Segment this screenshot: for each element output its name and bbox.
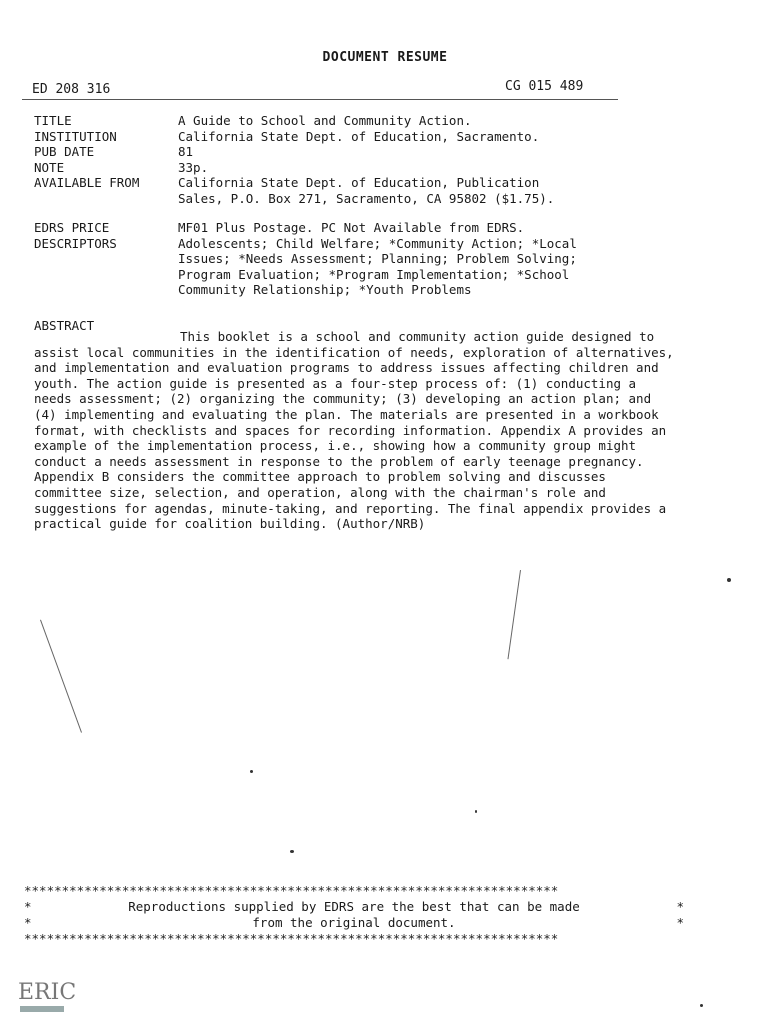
- scan-scratch: [40, 620, 82, 733]
- ed-number: ED 208 316: [32, 82, 111, 97]
- field-line: California State Dept. of Education, Publication: [178, 175, 540, 190]
- abstract-text: This booklet is a school and community action guide designed to assist local communities in the identification of needs, exploration of alternatives, and implementation and evaluation programs to address issues affecting children and youth. The action guide is presented as a four-step process of: (1) conducting a needs assessment; (2) organizing the community; (3) developing an action plan; and (4) implementing and evaluating the plan. The materials are presented in a workbook format, with checklists and spaces for recording information. Appendix A provides an example of the implementation process, i.e., showing how a community group might conduct a needs assessment in response to the problem of early teenage pregnancy. Appendix B considers the committee approach to problem solving and discusses committee size, selection, and operation, along with the chairman's role and suggestions for agendas, minute-taking, and reporting. The final appendix provides a practical guide for coalition building. (Author/NRB): [34, 329, 674, 532]
- field-line: A Guide to School and Community Action.: [178, 113, 472, 128]
- field-label: AVAILABLE FROM: [34, 175, 140, 190]
- field-note: [34, 160, 678, 176]
- star-border-bottom: ***********************************************************************: [24, 931, 559, 946]
- field-line: 33p.: [178, 159, 209, 175]
- field-line: Community Relationship; *Youth Problems: [178, 282, 472, 297]
- abstract-label: ABSTRACT: [34, 318, 95, 333]
- field-line: Program Evaluation; *Program Implementation; *School: [178, 266, 570, 282]
- document-title: DOCUMENT RESUME: [322, 50, 448, 65]
- scan-speck: [727, 578, 731, 582]
- field-pub-date: [34, 144, 678, 160]
- scan-speck: [475, 810, 477, 813]
- scan-speck: [700, 1004, 703, 1007]
- field-value: [178, 129, 678, 145]
- field-label: TITLE: [34, 113, 72, 128]
- field-line: Issues; *Needs Assessment; Planning; Problem Solving;: [178, 251, 577, 266]
- field-line: California State Dept. of Education, Sacramento.: [178, 128, 540, 144]
- field-value: [178, 160, 678, 176]
- cg-number: CG 015 489: [505, 79, 584, 94]
- eric-logo-band: [20, 1006, 64, 1012]
- field-label: NOTE: [34, 159, 65, 175]
- notice-text-2: from the original document.: [252, 915, 456, 930]
- field-value: [178, 175, 678, 206]
- header-rule: [22, 99, 618, 100]
- star-mark: *: [24, 915, 32, 930]
- field-label: PUB DATE: [34, 144, 95, 159]
- eric-logo: [14, 978, 77, 1018]
- field-value: [178, 113, 678, 129]
- field-available-from: [34, 175, 678, 206]
- notice-line-1: [24, 899, 684, 915]
- field-value: [178, 220, 678, 236]
- field-label: EDRS PRICE: [34, 220, 110, 235]
- eric-logo-text: ERIC: [18, 980, 77, 1005]
- reproduction-notice: [24, 883, 684, 947]
- scan-speck: [290, 850, 294, 853]
- field-line: 81: [178, 144, 194, 159]
- metadata-fields: [34, 113, 678, 298]
- star-mark: *: [676, 915, 684, 930]
- star-border-top: ***********************************************************************: [24, 883, 559, 898]
- field-line: Sales, P.O. Box 271, Sacramento, CA 95802 ($1.75).: [178, 190, 555, 206]
- field-edrs-price: [34, 220, 678, 236]
- field-label: DESCRIPTORS: [34, 235, 117, 251]
- notice-text-1: Reproductions supplied by EDRS are the best that can be made: [128, 899, 580, 914]
- field-institution: [34, 129, 678, 145]
- field-descriptors: [34, 236, 678, 298]
- scan-speck: [250, 770, 253, 773]
- star-mark: *: [676, 899, 684, 914]
- notice-line-2: [24, 915, 684, 931]
- field-line: MF01 Plus Postage. PC Not Available from EDRS.: [178, 220, 525, 235]
- field-label: INSTITUTION: [34, 128, 117, 144]
- field-value: [178, 236, 678, 298]
- field-line: Adolescents; Child Welfare; *Community Action; *Local: [178, 235, 577, 251]
- field-title: [34, 113, 678, 129]
- star-mark: *: [24, 899, 32, 914]
- scan-scratch: [507, 570, 521, 659]
- field-value: [178, 144, 678, 160]
